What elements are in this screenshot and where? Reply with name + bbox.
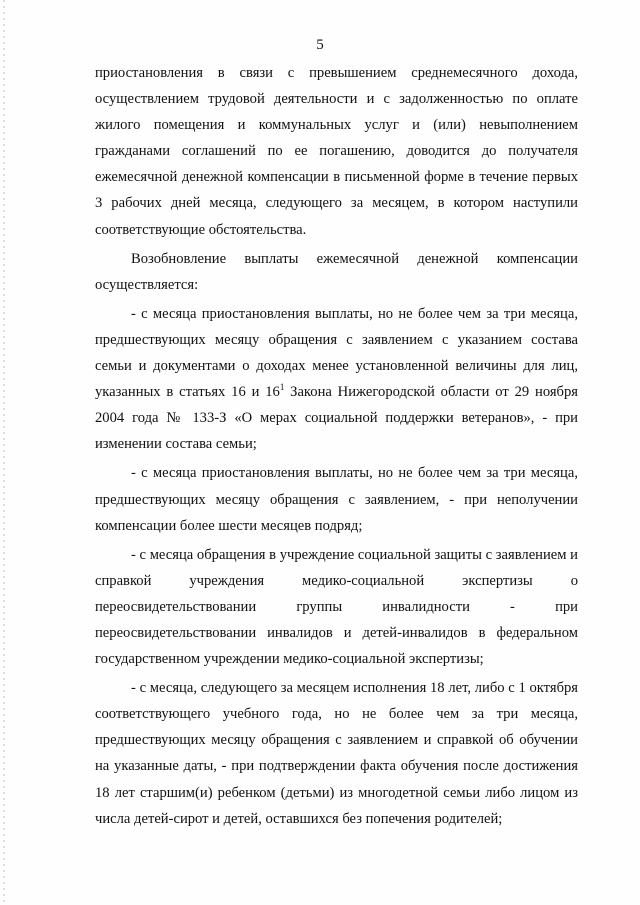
paragraph-family-change (95, 301, 578, 458)
paragraph-disability-reexamination: - с месяца обращения в учреждение социальной защиты с заявлением и справкой учреждения медико-социальной экспертизы о переосвидетельствовании группы инвалидности - при переосвидетельствовании инвалидов и детей-инвалидов в федеральном государственном учреждении медико-социальной экспертизы; (95, 546, 578, 668)
scan-edge (3, 0, 5, 905)
paragraph-family-change-text-2: Закона Нижегородской области от 29 ноября 2004 года № 133-З «О мерах социальной поддержки ветеранов», - при изменении состава семьи; (95, 384, 578, 453)
paragraph-education-confirmation: - с месяца, следующего за месяцем исполнения 18 лет, либо с 1 октября соответствующего учебного года, но не более чем за три месяца, предшествующих месяцу обращения с заявлением и справкой об обучении на указанные даты, - при подтверждении факта обучения после достижения 18 лет старшим(и) ребенком (детьми) из многодетной семьи либо лицом из числа детей-сирот и детей, оставшихся без попечения родителей; (95, 680, 578, 827)
paragraph-non-receipt: - с месяца приостановления выплаты, но не более чем за три месяца, предшествующих месяцу обращения с заявлением, - при неполучении компенсации более шести месяцев подряд; (95, 465, 578, 534)
paragraph-resumption-intro: Возобновление выплаты ежемесячной денежной компенсации осуществляется: (95, 250, 578, 293)
document-body (95, 60, 578, 832)
article-superscript: 1 (279, 382, 285, 393)
paragraph-suspension-notice: приостановления в связи с превышением среднемесячного дохода, осуществлением трудовой деятельности и с задолженностью по оплате жилого помещения и коммунальных услуг и (или) невыполнением гражданами соглашений по ее погашению, доводится до получателя ежемесячной денежной компенсации в письменной форме в течение первых 3 рабочих дней месяца, следующего за месяцем, в котором наступили соответствующие обстоятельства. (95, 65, 578, 238)
page-number: 5 (316, 37, 324, 53)
paragraph-family-change-text-1: - с месяца приостановления выплаты, но не более чем за три месяца, предшествующих месяцу обращения с заявлением с указанием состава семьи и документами о доходах менее установленной величины для лиц, указанных в статьях 16 и 16 (95, 305, 578, 401)
